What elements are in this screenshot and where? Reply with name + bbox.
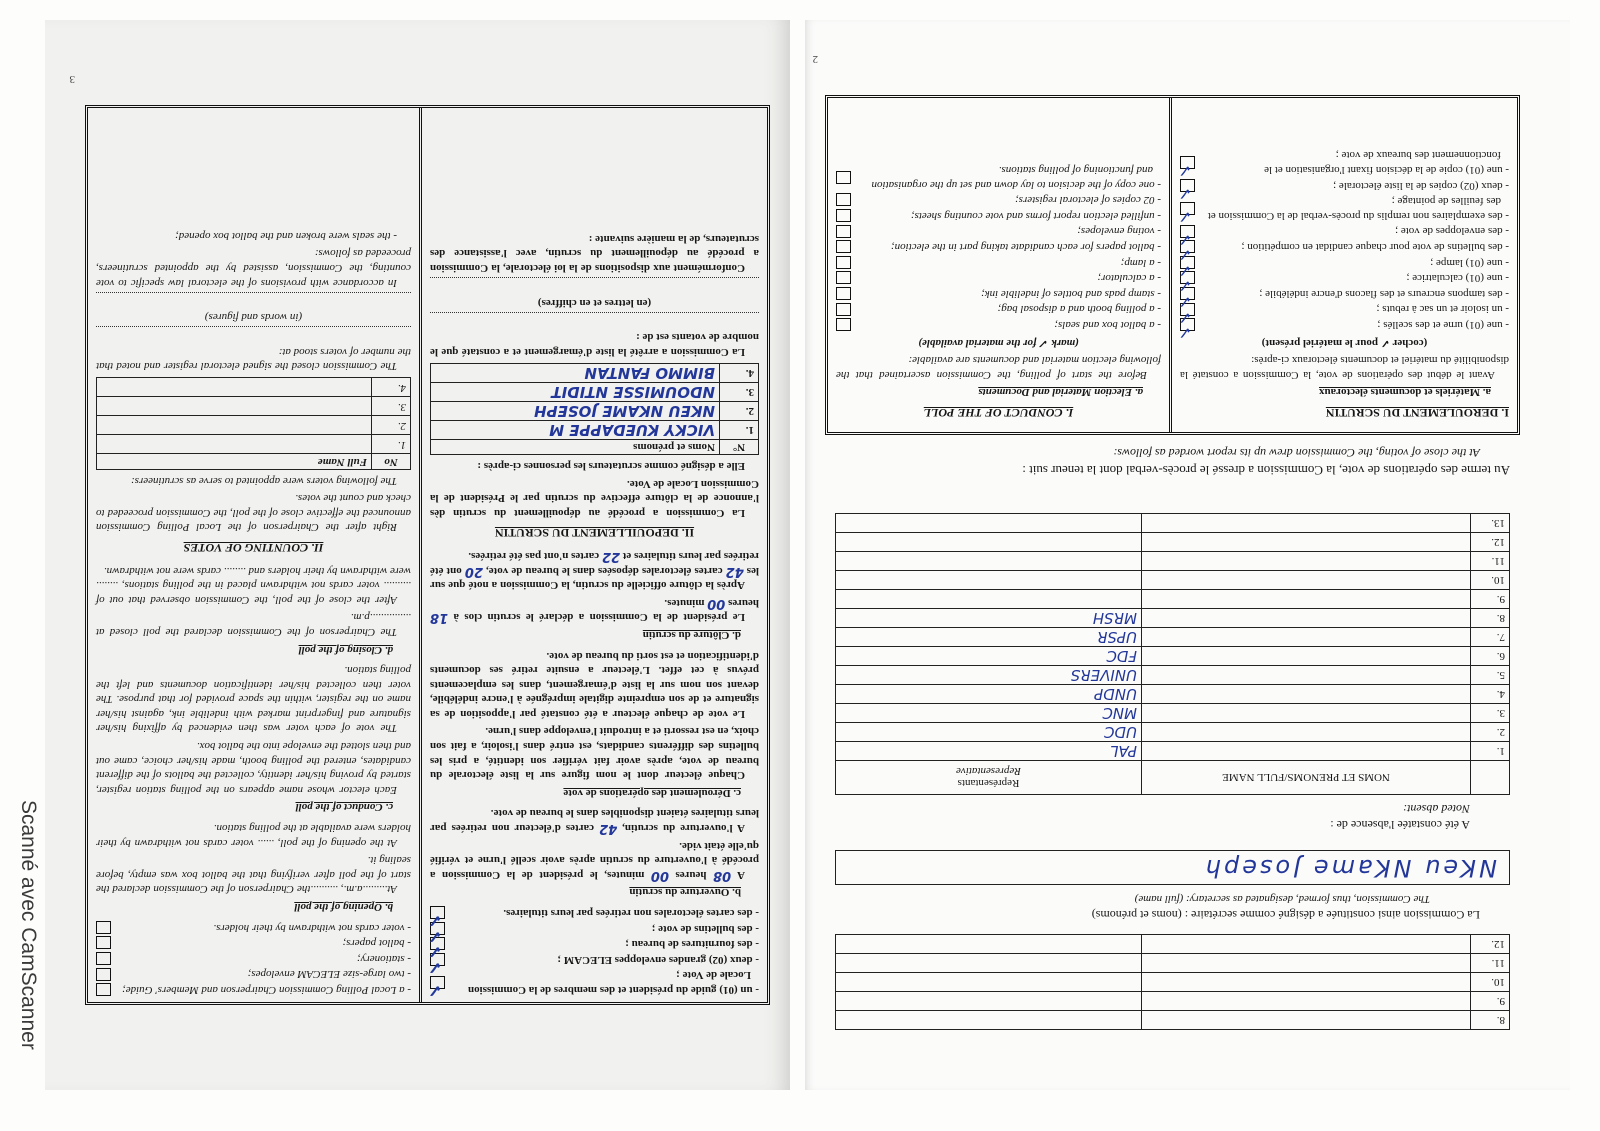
checklist-label: - a lamp; bbox=[1120, 256, 1161, 269]
paragraph: A 08 heures 00 minutes, le président de la Commission a procédé à l'ouverture du scrutin après avoir scellé l'urne et vérifié qu'elle était vide. bbox=[430, 839, 759, 883]
paragraph: - the seals were broken and the ballot box opened; bbox=[175, 229, 397, 242]
page-number: 3 bbox=[69, 73, 75, 85]
table-row bbox=[836, 935, 1510, 954]
camscanner-watermark: Scanné avec CamScanner bbox=[17, 800, 40, 1050]
cell-rep bbox=[836, 533, 1142, 552]
checklist-item bbox=[1180, 178, 1509, 193]
section-title: a. Matériels et documents électoraux bbox=[1319, 386, 1491, 399]
col-header: Full Name bbox=[97, 454, 372, 470]
col-header-representative bbox=[836, 761, 1142, 795]
checklist-item bbox=[1180, 255, 1509, 270]
handwritten-count: 42 bbox=[599, 821, 618, 837]
checklist-label: - des tampons encreurs et des flacons d'encre indélébile ; bbox=[1259, 287, 1509, 300]
table-row bbox=[836, 704, 1510, 723]
table-row bbox=[836, 628, 1510, 647]
checklist-label: - des cartes électorales non retirées par leurs titulaires. bbox=[503, 907, 759, 920]
checklist-label: - ballot papers; bbox=[342, 937, 411, 950]
table-row bbox=[431, 420, 759, 439]
cell-no: 12. bbox=[1471, 935, 1510, 954]
checklist-label: - a calculator; bbox=[1097, 272, 1161, 285]
checklist-item bbox=[1180, 286, 1509, 301]
checkbox[interactable] bbox=[836, 225, 851, 238]
checkbox[interactable] bbox=[96, 968, 111, 981]
checklist-item bbox=[836, 317, 1161, 332]
cell-rep: UPSR bbox=[836, 628, 1142, 647]
cell-no: 4. bbox=[1471, 685, 1510, 704]
cell-name bbox=[1142, 628, 1471, 647]
paragraph: The Chairperson of the Commission declared the poll closed at ...............p.m. bbox=[96, 611, 411, 638]
cell-no: 8. bbox=[1471, 1011, 1510, 1030]
section-heading: II. COUNTING OF VOTES bbox=[183, 540, 324, 555]
checklist-label: - des bulletins de vote pour chaque candidat en compétition ; bbox=[1241, 241, 1509, 254]
cell-rep bbox=[836, 935, 1142, 954]
section-heading: II. DEPOUILLEMENT DU SCRUTIN bbox=[494, 526, 695, 541]
cell-no: 3. bbox=[1471, 704, 1510, 723]
checklist-item bbox=[430, 968, 759, 997]
checkbox[interactable] bbox=[836, 209, 851, 222]
members-table-continued bbox=[835, 934, 1510, 1030]
section-heading: I. DEROULEMENT DU SCRUTIN bbox=[1325, 406, 1509, 420]
cell-no: 7. bbox=[1471, 628, 1510, 647]
checklist-item bbox=[430, 921, 759, 936]
checklist-item bbox=[836, 286, 1161, 301]
paragraph: Each elector whose name appears on the polling station register, started by proving his/her identity, collected the ballots of the different candidates, entered the polling booth, made his/her choice, came out and then slotted the envelope into the ballot box. bbox=[96, 740, 411, 796]
table-row bbox=[836, 514, 1510, 533]
checklist-item bbox=[1180, 148, 1509, 177]
checklist-item bbox=[430, 937, 759, 952]
cell-no: 1. bbox=[372, 435, 411, 454]
checkbox[interactable] bbox=[836, 256, 851, 269]
cell-no: 4. bbox=[720, 363, 759, 382]
cell-name bbox=[1142, 685, 1471, 704]
cell-name bbox=[1142, 571, 1471, 590]
col-header: N° bbox=[720, 439, 759, 455]
header-fr: Représentants bbox=[957, 777, 1020, 790]
secretary-name-field[interactable] bbox=[835, 850, 1510, 885]
cell-name bbox=[1142, 1011, 1471, 1030]
conduct-box bbox=[825, 95, 1520, 435]
cell-name bbox=[1142, 590, 1471, 609]
cell-rep: PAL bbox=[836, 742, 1142, 761]
checklist-label: - 02 copies of electoral registers; bbox=[1015, 194, 1161, 207]
voters-count-field[interactable] bbox=[96, 326, 411, 341]
checklist-label: - a polling booth and a disposal bag; bbox=[997, 303, 1161, 316]
cell-no: 8. bbox=[1471, 609, 1510, 628]
checklist-label: - one copy of the decision to lay down and set up the organisation and functioning of polling stations. bbox=[871, 164, 1161, 191]
paragraph: In accordance with provisions of the electoral law specific to vote counting, the Commission, assisted by the appointed scrutineers, proceeded as follows: bbox=[96, 247, 411, 289]
cell-rep bbox=[836, 514, 1142, 533]
checklist-item bbox=[836, 239, 1161, 254]
checklist-item bbox=[836, 224, 1161, 239]
section-title: d. Closing of the poll bbox=[298, 643, 393, 656]
section-title: a. Election Material and Documents bbox=[978, 386, 1143, 399]
checklist-label: - a Local Polling Commission Chairperson and Members' Guide; bbox=[122, 984, 411, 996]
paragraph: Le président de la Commission a déclaré le scrutin clos à 18 heures 00 minutes. bbox=[430, 595, 759, 626]
checklist-item bbox=[430, 952, 759, 967]
table-row bbox=[836, 647, 1510, 666]
cell-name bbox=[97, 378, 372, 397]
cell-name bbox=[1142, 704, 1471, 723]
table-row bbox=[836, 552, 1510, 571]
closing-text-fr: Au terme des opérations de vote, la Commission a dressé le procès-verbal dont la teneur suit : bbox=[1022, 463, 1510, 478]
table-row bbox=[836, 533, 1510, 552]
paragraph: The vote of each voter was then evidenced by affixing his/her signature and fingerprint marked with indelible ink, against his/her name on the register, within the space provided for that purpose. The voter then collected his/her identification documents and left the polling station. bbox=[96, 664, 411, 735]
cell-no: 12. bbox=[1471, 533, 1510, 552]
cell-no: 3. bbox=[720, 382, 759, 401]
cell-no: 5. bbox=[1471, 666, 1510, 685]
checklist-label: - une (01) calculatrice ; bbox=[1406, 272, 1509, 285]
page-number: 2 bbox=[812, 53, 818, 65]
scrutateurs-table bbox=[430, 363, 759, 456]
checkbox[interactable] bbox=[836, 171, 851, 184]
section-title: b. Ouverture du scrutin bbox=[629, 886, 741, 899]
absent-label-en: Noted absent: bbox=[1403, 802, 1470, 816]
cell-no: 2. bbox=[372, 416, 411, 435]
col-header: Noms et prénoms bbox=[431, 439, 720, 455]
table-row bbox=[97, 435, 411, 454]
representatives-table bbox=[835, 513, 1510, 795]
cell-rep: MNC bbox=[836, 704, 1142, 723]
scrutineers-table bbox=[96, 377, 411, 470]
cell-no: 9. bbox=[1471, 992, 1510, 1011]
table-row bbox=[836, 1011, 1510, 1030]
checklist-item bbox=[1180, 194, 1509, 223]
paragraph: After the close of the poll, the Commission observed that out of .......... voter cards not withdrawn placed in the polling stations, ........ were withdrawn by their holders and ........ cards were not withdrawn. bbox=[96, 564, 411, 606]
section-heading: I. CONDUCT OF THE POLL bbox=[923, 406, 1074, 420]
english-column bbox=[828, 98, 1172, 432]
cell-name bbox=[1142, 935, 1471, 954]
table-row bbox=[431, 363, 759, 382]
cell-name bbox=[97, 397, 372, 416]
checkbox[interactable] bbox=[96, 952, 111, 965]
cell-no: 11. bbox=[1471, 552, 1510, 571]
checklist-item bbox=[836, 163, 1161, 192]
paragraph: Right after the Chairperson of the Local Polling Commission announced the effective close of the poll, the Commission proceeded to check and count the votes. bbox=[96, 492, 411, 534]
checklist-label: - un isoloir et un sac à rebuts ; bbox=[1376, 303, 1509, 316]
cell-no: 4. bbox=[372, 378, 411, 397]
paragraph: Avant le début des opérations de vote, la Commission a constaté la disponibilité du matériel et documents électoraux ci-après: bbox=[1180, 354, 1509, 381]
cell-rep bbox=[836, 973, 1142, 992]
checkbox[interactable] bbox=[1180, 156, 1195, 169]
handwritten-minutes: 00 bbox=[650, 867, 669, 883]
cell-no: 1. bbox=[1471, 742, 1510, 761]
note: (mark ✓ for the material available) bbox=[918, 336, 1079, 349]
cell-name bbox=[1142, 992, 1471, 1011]
secretary-label-fr: La Commission ainsi constituée a désigné comme secrétaire : (noms et prénoms) bbox=[1091, 908, 1480, 922]
voters-count-field[interactable] bbox=[430, 312, 759, 327]
checklist-item bbox=[96, 936, 411, 951]
french-column bbox=[1172, 98, 1517, 432]
cell-name bbox=[1142, 514, 1471, 533]
checklist-label: - une (01) lampe ; bbox=[1430, 256, 1509, 269]
checklist-label: - ballot papers for each candidate taking part in the election; bbox=[890, 241, 1161, 254]
checkbox[interactable] bbox=[836, 271, 851, 284]
form-box bbox=[85, 105, 770, 1005]
checkbox[interactable] bbox=[836, 287, 851, 300]
cell-name bbox=[97, 435, 372, 454]
checklist-item bbox=[836, 271, 1161, 286]
secretary-name: NKeu NKame Joseph bbox=[1202, 854, 1497, 882]
table-row bbox=[431, 382, 759, 401]
checklist-label: - a ballot box and seals; bbox=[1054, 319, 1161, 332]
cell-no: 11. bbox=[1471, 954, 1510, 973]
handwritten-hour: 08 bbox=[713, 867, 732, 883]
checklist-label: - une (01) copie de la décision fixant l'organisation et le fonctionnement des bureaux de vote ; bbox=[1264, 149, 1509, 177]
checklist-label: - stationery; bbox=[356, 952, 411, 965]
cell-no: 2. bbox=[1471, 723, 1510, 742]
checklist-item bbox=[1180, 271, 1509, 286]
note: (en lettres et en chiffres) bbox=[537, 296, 652, 309]
paragraph: Before the start of polling, the Commission ascertained that the following election material and documents are available: bbox=[836, 354, 1161, 381]
section-title: c. Conduct of the poll bbox=[295, 801, 393, 814]
paragraph: La Commission a arrêté la liste d'émargement et a constaté que le nombre de votants est de : bbox=[430, 331, 759, 358]
checklist-label: - une (01) urne et des scellés ; bbox=[1377, 319, 1509, 332]
checklist-label: - unfilled election report forms and vote counting sheets; bbox=[910, 209, 1161, 222]
cell-rep: UNIVERS bbox=[836, 666, 1142, 685]
checklist-item bbox=[1180, 302, 1509, 317]
cell-name bbox=[1142, 666, 1471, 685]
checklist-item bbox=[96, 951, 411, 966]
checkbox[interactable] bbox=[836, 240, 851, 253]
cell-rep bbox=[836, 954, 1142, 973]
paragraph: Conformément aux dispositions de la loi électorale, la Commission a procédé au dépouillement du scrutin, avec l'assistance des scrutateurs, de la manière suivante : bbox=[430, 232, 759, 275]
header-en: Representative bbox=[956, 765, 1021, 778]
voters-count-field[interactable] bbox=[96, 292, 411, 307]
table-row bbox=[836, 685, 1510, 704]
cell-name bbox=[1142, 954, 1471, 973]
cell-name: NKEU NKAME JOSEPH bbox=[431, 401, 720, 420]
checkbox[interactable] bbox=[96, 921, 111, 934]
cell-name bbox=[1142, 552, 1471, 571]
checklist-item bbox=[836, 193, 1161, 208]
checkbox[interactable] bbox=[96, 983, 111, 996]
cell-rep bbox=[836, 552, 1142, 571]
checklist-item bbox=[96, 920, 411, 935]
col-header: No bbox=[372, 454, 411, 470]
cell-name: VICKY KUEDAPPE M bbox=[431, 420, 720, 439]
cell-name bbox=[1142, 609, 1471, 628]
col-header-name: NOMS ET PRENOMS/FULL NAME bbox=[1142, 761, 1471, 795]
table-row bbox=[836, 973, 1510, 992]
cell-rep: UDC bbox=[836, 723, 1142, 742]
closing-text-en: At the close of voting, the Commission drew up its report worded as follows: bbox=[1113, 446, 1480, 460]
cell-name bbox=[97, 416, 372, 435]
paragraph: At.........a.m., ..........the Chairperson of the Commission declared the start of the poll after verifying that the ballot box was empty, before sealing it. bbox=[96, 854, 411, 896]
paragraph: At the opening of the poll, ...... voter cards not withdrawn by their holders were available at the polling station. bbox=[96, 822, 411, 849]
table-row bbox=[97, 416, 411, 435]
section-title: d. Clôture du scrutin bbox=[642, 628, 741, 641]
table-row bbox=[836, 723, 1510, 742]
checkbox[interactable] bbox=[430, 976, 445, 989]
table-row bbox=[836, 954, 1510, 973]
checkbox[interactable] bbox=[836, 303, 851, 316]
checklist-label: - des exemplaires non remplis du procès-verbal de la Commission et des feuilles de pointage ; bbox=[1207, 195, 1509, 222]
paragraph: The following voters were appointed to serve as scrutineers: bbox=[130, 474, 397, 487]
checkbox[interactable] bbox=[96, 936, 111, 949]
paragraph: Après la clôture officielle du scrutin, la Commission a noté que sur les 42 cartes électorales déposées dans le bureau de vote, 20 ont été retirées par leurs titulaires et 22 cartes n'ont pas été retirées. bbox=[430, 548, 759, 592]
table-row bbox=[836, 571, 1510, 590]
checklist-label: - un (01) guide du président et des membres de la Commission Locale de Vote ; bbox=[467, 969, 759, 996]
table-row bbox=[836, 666, 1510, 685]
voters-count-field[interactable] bbox=[430, 277, 759, 292]
cell-no: 3. bbox=[372, 397, 411, 416]
table-row bbox=[836, 609, 1510, 628]
cell-name bbox=[1142, 742, 1471, 761]
cell-rep bbox=[836, 590, 1142, 609]
checklist-label: - des enveloppes de vote ; bbox=[1395, 225, 1509, 238]
checklist-item bbox=[96, 967, 411, 982]
french-column bbox=[422, 108, 767, 1002]
paragraph: A l'ouverture du scrutin, 42 cartes d'électeur non retirées par leurs titulaires étaient disponibles dans le bureau de vote. bbox=[430, 807, 759, 837]
checklist-item bbox=[836, 208, 1161, 223]
checklist-item bbox=[836, 302, 1161, 317]
cell-no: 9. bbox=[1471, 590, 1510, 609]
checklist-item bbox=[1180, 317, 1509, 332]
checkbox[interactable] bbox=[836, 193, 851, 206]
checklist-label: - voter cards not withdrawn by their holders. bbox=[213, 921, 411, 934]
checklist-label: - deux (02) copies de la liste électorale ; bbox=[1333, 179, 1509, 192]
secretary-label-en: The Commission, thus formed, designated as secretary: (full name) bbox=[1134, 893, 1430, 905]
cell-name bbox=[1142, 723, 1471, 742]
cell-name: NDOUMISSE NTIDIT bbox=[431, 382, 720, 401]
cell-rep bbox=[836, 992, 1142, 1011]
cell-rep bbox=[836, 571, 1142, 590]
cell-name: BIMMO FANTAN bbox=[431, 363, 720, 382]
checkbox[interactable] bbox=[430, 906, 445, 919]
table-row bbox=[97, 397, 411, 416]
table-row bbox=[836, 742, 1510, 761]
checklist-label: - des fournitures de bureau ; bbox=[625, 938, 759, 951]
col-header-number bbox=[1471, 761, 1510, 795]
cell-rep: MRSH bbox=[836, 609, 1142, 628]
checklist-label: - des bulletins de vote ; bbox=[651, 922, 759, 935]
cell-rep bbox=[836, 1011, 1142, 1030]
cell-no: 6. bbox=[1471, 647, 1510, 666]
paragraph: The Commission closed the signed electoral register and noted that the number of voters stood at: bbox=[96, 345, 411, 373]
note: (in words and figures) bbox=[204, 311, 303, 324]
note: (cocher ✓ pour le matériel présent) bbox=[1261, 336, 1428, 349]
checklist-label: - deux (02) grandes enveloppes ELECAM ; bbox=[557, 953, 759, 966]
checklist-item bbox=[96, 982, 411, 997]
checkbox[interactable] bbox=[1180, 225, 1195, 238]
checklist-label: - voting envelopes; bbox=[1077, 225, 1161, 238]
checkbox[interactable] bbox=[836, 318, 851, 331]
table-row bbox=[836, 992, 1510, 1011]
checkbox[interactable] bbox=[1180, 202, 1195, 215]
checklist-item bbox=[1180, 224, 1509, 239]
cell-name bbox=[1142, 533, 1471, 552]
left-page bbox=[45, 20, 790, 1090]
cell-no: 10. bbox=[1471, 973, 1510, 992]
cell-name bbox=[1142, 973, 1471, 992]
absent-label-fr: A été constatée l'absence de : bbox=[1330, 818, 1470, 832]
section-title: b. Opening of the poll bbox=[294, 901, 393, 914]
cell-no: 10. bbox=[1471, 571, 1510, 590]
english-column bbox=[88, 108, 422, 1002]
checklist-item bbox=[836, 255, 1161, 270]
cell-name bbox=[1142, 647, 1471, 666]
table-row bbox=[97, 378, 411, 397]
cell-rep: UNDP bbox=[836, 685, 1142, 704]
paragraph: La Commission a procédé au dépouillement du scrutin dès l'annonce de la clôture effective du scrutin par le Président de la Commission Locale de Vote. bbox=[430, 477, 759, 519]
cell-no: 13. bbox=[1471, 514, 1510, 533]
cell-rep: FDC bbox=[836, 647, 1142, 666]
cell-no: 2. bbox=[720, 401, 759, 420]
right-page bbox=[805, 20, 1570, 1090]
paragraph: Chaque électeur dont le nom figure sur la liste électorale du bureau de vote, après avoir fait vérifier son identité, a pris les bulletins des différents candidats, est entré dans l'isoloir, a fait son choix, en est ressorti et a introduit l'enveloppe dans l'urne. bbox=[430, 725, 759, 782]
cell-no: 1. bbox=[720, 420, 759, 439]
checklist-label: - two large-size ELECAM envelopes; bbox=[247, 968, 411, 981]
section-title: c. Déroulement des opérations de vote bbox=[563, 786, 741, 799]
checkbox[interactable] bbox=[1180, 179, 1195, 192]
paragraph: Elle a désigné comme scrutateurs les personnes ci-après : bbox=[477, 460, 745, 472]
checklist-item bbox=[430, 905, 759, 920]
checklist-label: - stamp pads and bottles of indelible ink; bbox=[981, 287, 1161, 300]
checklist-item bbox=[1180, 239, 1509, 254]
table-row bbox=[431, 401, 759, 420]
table-row bbox=[836, 590, 1510, 609]
paragraph: Le vote de chaque électeur a été constaté par l'apposition de sa signature et de son empreinte digitale imprégnée à l'encre indélébile, devant son nom sur la liste d'émargement, dans les emplacements prévus à cet effet. L'électeur a ensuite retiré ses documents d'identification et est sorti du bureau de vote. bbox=[430, 649, 759, 720]
